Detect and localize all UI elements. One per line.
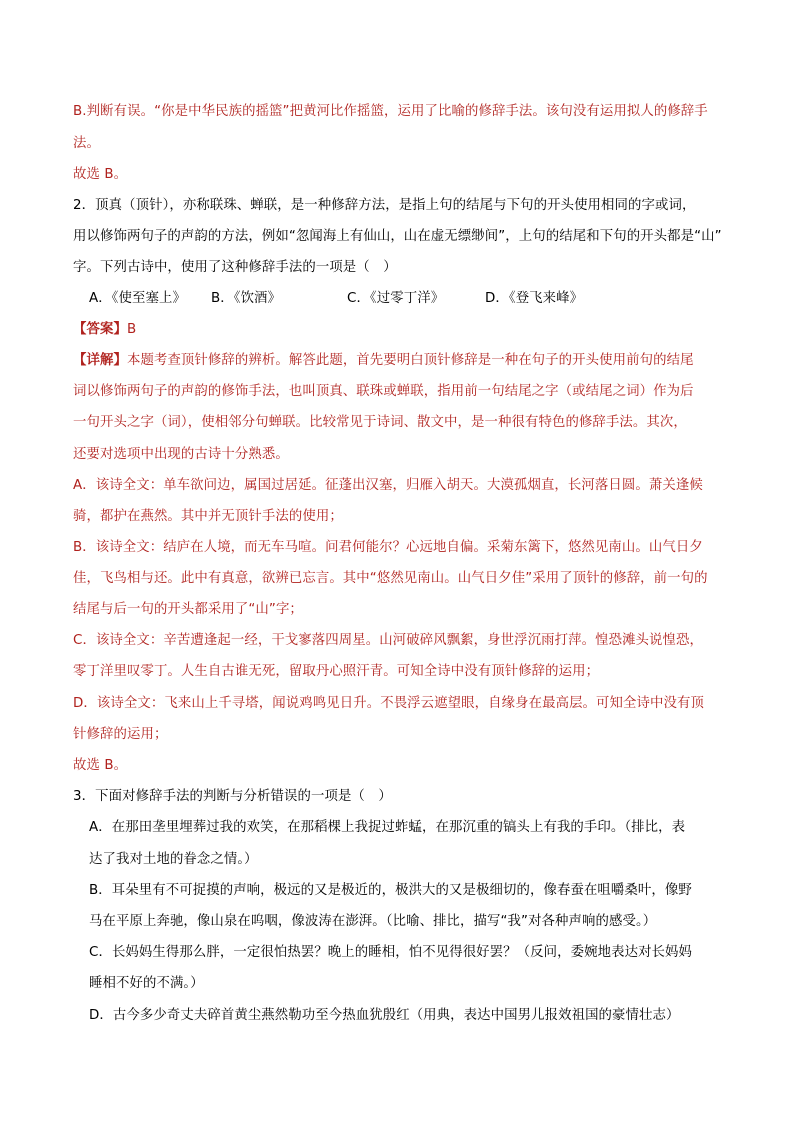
q2-analysis-d-line2: 针修辞的运用； (73, 727, 168, 742)
q3-option-a-line1: A．在那田垄里埋葬过我的欢笑，在那稻棵上我捉过蚱蜢，在那沉重的镐头上有我的手印。（排比，表 (89, 820, 686, 835)
q2-analysis-c-line1: C．该诗全文：辛苦遭逢起一经，干戈寥落四周星。山河破碎风飘絮，身世浮沉雨打萍。惶恐滩头说惶恐， (73, 633, 704, 648)
q2-analysis-b-line2: 佳，飞鸟相与还。此中有真意，欲辨已忘言。其中“悠然见南山。山气日夕佳”采用了顶针的修辞，前一句的 (73, 571, 708, 586)
q2-conclusion: 故选 B。 (73, 758, 128, 773)
q2-option-d: D．《登飞来峰》 (485, 291, 584, 306)
answer-value: B (126, 322, 137, 337)
q3-stem: 3．下面对修辞手法的判断与分析错误的一项是（ ） (73, 789, 392, 804)
q2-stem-line3: 字。下列古诗中，使用了这种修辞手法的一项是（ ） (73, 260, 397, 275)
q2-analysis-d-line1: D．该诗全文：飞来山上千寻塔，闻说鸡鸣见日升。不畏浮云遮望眼，自缘身在最高层。可知全诗中没有顶 (73, 696, 704, 711)
prev-b-analysis-line1: B.判断有误。“你是中华民族的摇篮”把黄河比作摇篮，运用了比喻的修辞手法。该句没有运用拟人的修辞手 (73, 104, 708, 119)
q2-options (89, 291, 583, 307)
q2-analysis-b-line3: 结尾与后一句的开头都采用了“山”字； (73, 602, 303, 617)
answer-tag: 【答案】 (73, 322, 127, 337)
q3-option-a-line2: 达了我对土地的眷念之情。） (89, 852, 258, 867)
q2-detail-line4: 还要对选项中出现的古诗十分熟悉。 (73, 447, 289, 462)
prev-conclusion: 故选 B。 (73, 167, 128, 182)
q2-option-a: A．《使至塞上》 (89, 291, 186, 306)
q3-option-b-line2: 马在平原上奔驰，像山泉在呜咽，像波涛在澎湃。（比喻、排比，描写“我”对各种声响的感受。） (89, 914, 657, 929)
q2-stem-line2: 用以修饰两句子的声韵的方法，例如“忽闻海上有仙山，山在虚无缥缈间”，上句的结尾和下句的开头都是“山” (73, 229, 722, 244)
q2-analysis-a-line2: 骑，都护在燕然。其中并无顶针手法的使用； (73, 509, 343, 524)
q2-option-b: B．《饮酒》 (211, 291, 282, 306)
q2-detail-line3: 一句开头之字（词），使相邻分句蝉联。比较常见于诗词、散文中，是一种很有特色的修辞手法。其次， (73, 415, 687, 430)
q3-option-b-line1: B．耳朵里有不可捉摸的声响，极远的又是极近的，极洪大的又是极细切的，像春蚕在咀嚼桑叶，像野 (89, 883, 692, 898)
detail-tag: 【详解】 (73, 353, 127, 368)
q3-option-c-line1: C．长妈妈生得那么胖，一定很怕热罢？晚上的睡相，怕不见得很好罢？（反问，委婉地表达对长妈妈 (89, 945, 693, 960)
q2-analysis-b-line1: B．该诗全文：结庐在人境，而无车马喧。问君何能尔？心远地自偏。采菊东篱下，悠然见南山。山气日夕 (73, 540, 703, 555)
q2-detail-line1 (73, 353, 694, 369)
q2-analysis-a-line1: A．该诗全文：单车欲问边，属国过居延。征蓬出汉塞，归雁入胡天。大漠孤烟直，长河落日圆。萧关逢候 (73, 478, 703, 493)
q2-option-c: C．《过零丁洋》 (347, 291, 445, 306)
q2-analysis-c-line2: 零丁洋里叹零丁。人生自古谁无死，留取丹心照汗青。可知全诗中没有顶针修辞的运用； (73, 664, 600, 679)
q2-detail-line2: 词以修饰两句子的声韵的修饰手法，也叫顶真、联珠或蝉联，指用前一句结尾之字（或结尾之词）作为后 (73, 384, 694, 399)
prev-b-analysis-line2: 法。 (73, 136, 100, 151)
detail-text: 本题考查顶针修辞的辨析。解答此题，首先要明白顶针修辞是一种在句子的开头使用前句的结尾 (126, 353, 694, 368)
q3-option-d-line1: D．古今多少奇丈夫碎首黄尘燕然勒功至今热血犹殷红（用典，表达中国男儿报效祖国的豪情壮志） (89, 1008, 680, 1023)
q2-stem-line1: 2．顶真（顶针），亦称联珠、蝉联，是一种修辞方法，是指上句的结尾与下句的开头使用相同的字或词， (73, 198, 696, 213)
q2-answer (73, 322, 136, 338)
q3-option-c-line2: 睡相不好的不满。） (89, 976, 204, 991)
